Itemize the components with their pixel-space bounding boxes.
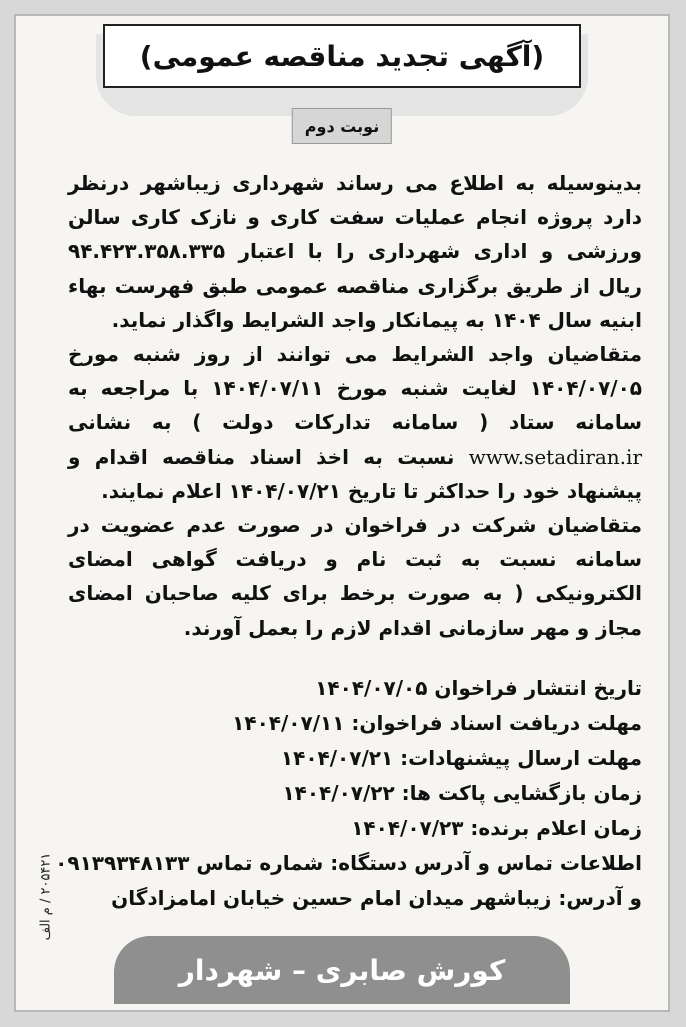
intro-text: بدینوسیله به اطلاع می رساند [324, 171, 642, 195]
documents-deadline: نسبت به اخذ اسناد مناقصه اقدام و پیشنهاد خود را حداکثر تا تاریخ ۱۴۰۴/۰۷/۲۱ اعلام نمایند. [68, 444, 642, 503]
publish-date: تاریخ انتشار فراخوان ۱۴۰۴/۰۷/۰۵ [315, 676, 642, 700]
submission-deadline: مهلت ارسال پیشنهادات: ۱۴۰۴/۰۷/۲۱ [280, 746, 642, 770]
paragraph-documents [68, 337, 642, 508]
publication-round: نوبت دوم [292, 108, 392, 144]
documents-text: متقاضیان واجد الشرایط می توانند از روز شنبه مورخ ۱۴۰۴/۰۷/۰۵ لغایت شنبه مورخ ۱۴۰۴/۰۷/۱۱ با مراجعه به سامانه ستاد ( سامانه تدارکات دولت ) به نشانی [68, 342, 642, 435]
info-list [55, 671, 642, 916]
address: و آدرس: زیباشهر میدان امام حسین خیابان امامزادگان [111, 886, 642, 910]
winner-date: زمان اعلام برنده: ۱۴۰۴/۰۷/۲۳ [351, 816, 642, 840]
doc-deadline: مهلت دریافت اسناد فراخوان: ۱۴۰۴/۰۷/۱۱ [232, 711, 642, 735]
organization-name: شهرداری زیباشهر [140, 171, 325, 195]
tender-notice [14, 14, 670, 1012]
setad-url: www.setadiran.ir [468, 444, 642, 469]
ad-code-text: ۲۰۵۴۲۱ / م الف [38, 852, 54, 940]
ad-code [28, 841, 64, 951]
paragraph-registration: متقاضیان شرکت در فراخوان در صورت عدم عضویت در سامانه نسبت به ثبت نام و دریافت گواهی امضای الکترونیکی ( به صورت برخط برای کلیه صاحبان امضای مجاز و مهر سازمانی اقدام لازم را بعمل آورند. [68, 513, 642, 640]
contact-info: اطلاعات تماس و آدرس دستگاه: شماره تماس ۰۹۱۳۹۳۴۸۱۳۳ [55, 851, 642, 875]
notice-body [68, 166, 642, 645]
paragraph-intro [68, 166, 642, 337]
opening-date: زمان بازگشایی پاکت ها: ۱۴۰۴/۰۷/۲۲ [282, 781, 642, 805]
mayor-signature: کورش صابری – شهردار [114, 936, 570, 1004]
notice-title: (آگهی تجدید مناقصه عمومی) [103, 24, 581, 88]
intro-details: درنظر دارد پروژه انجام عملیات سفت کاری و نازک کاری سالن ورزشی و اداری شهرداری را با اعتبار ۹۴.۴۲۳.۳۵۸.۳۳۵ ریال از طریق برگزاری مناقصه عمومی طبق فهرست بهاء ابنیه سال ۱۴۰۴ به پیمانکار واجد الشرایط واگذار نماید. [68, 171, 642, 332]
